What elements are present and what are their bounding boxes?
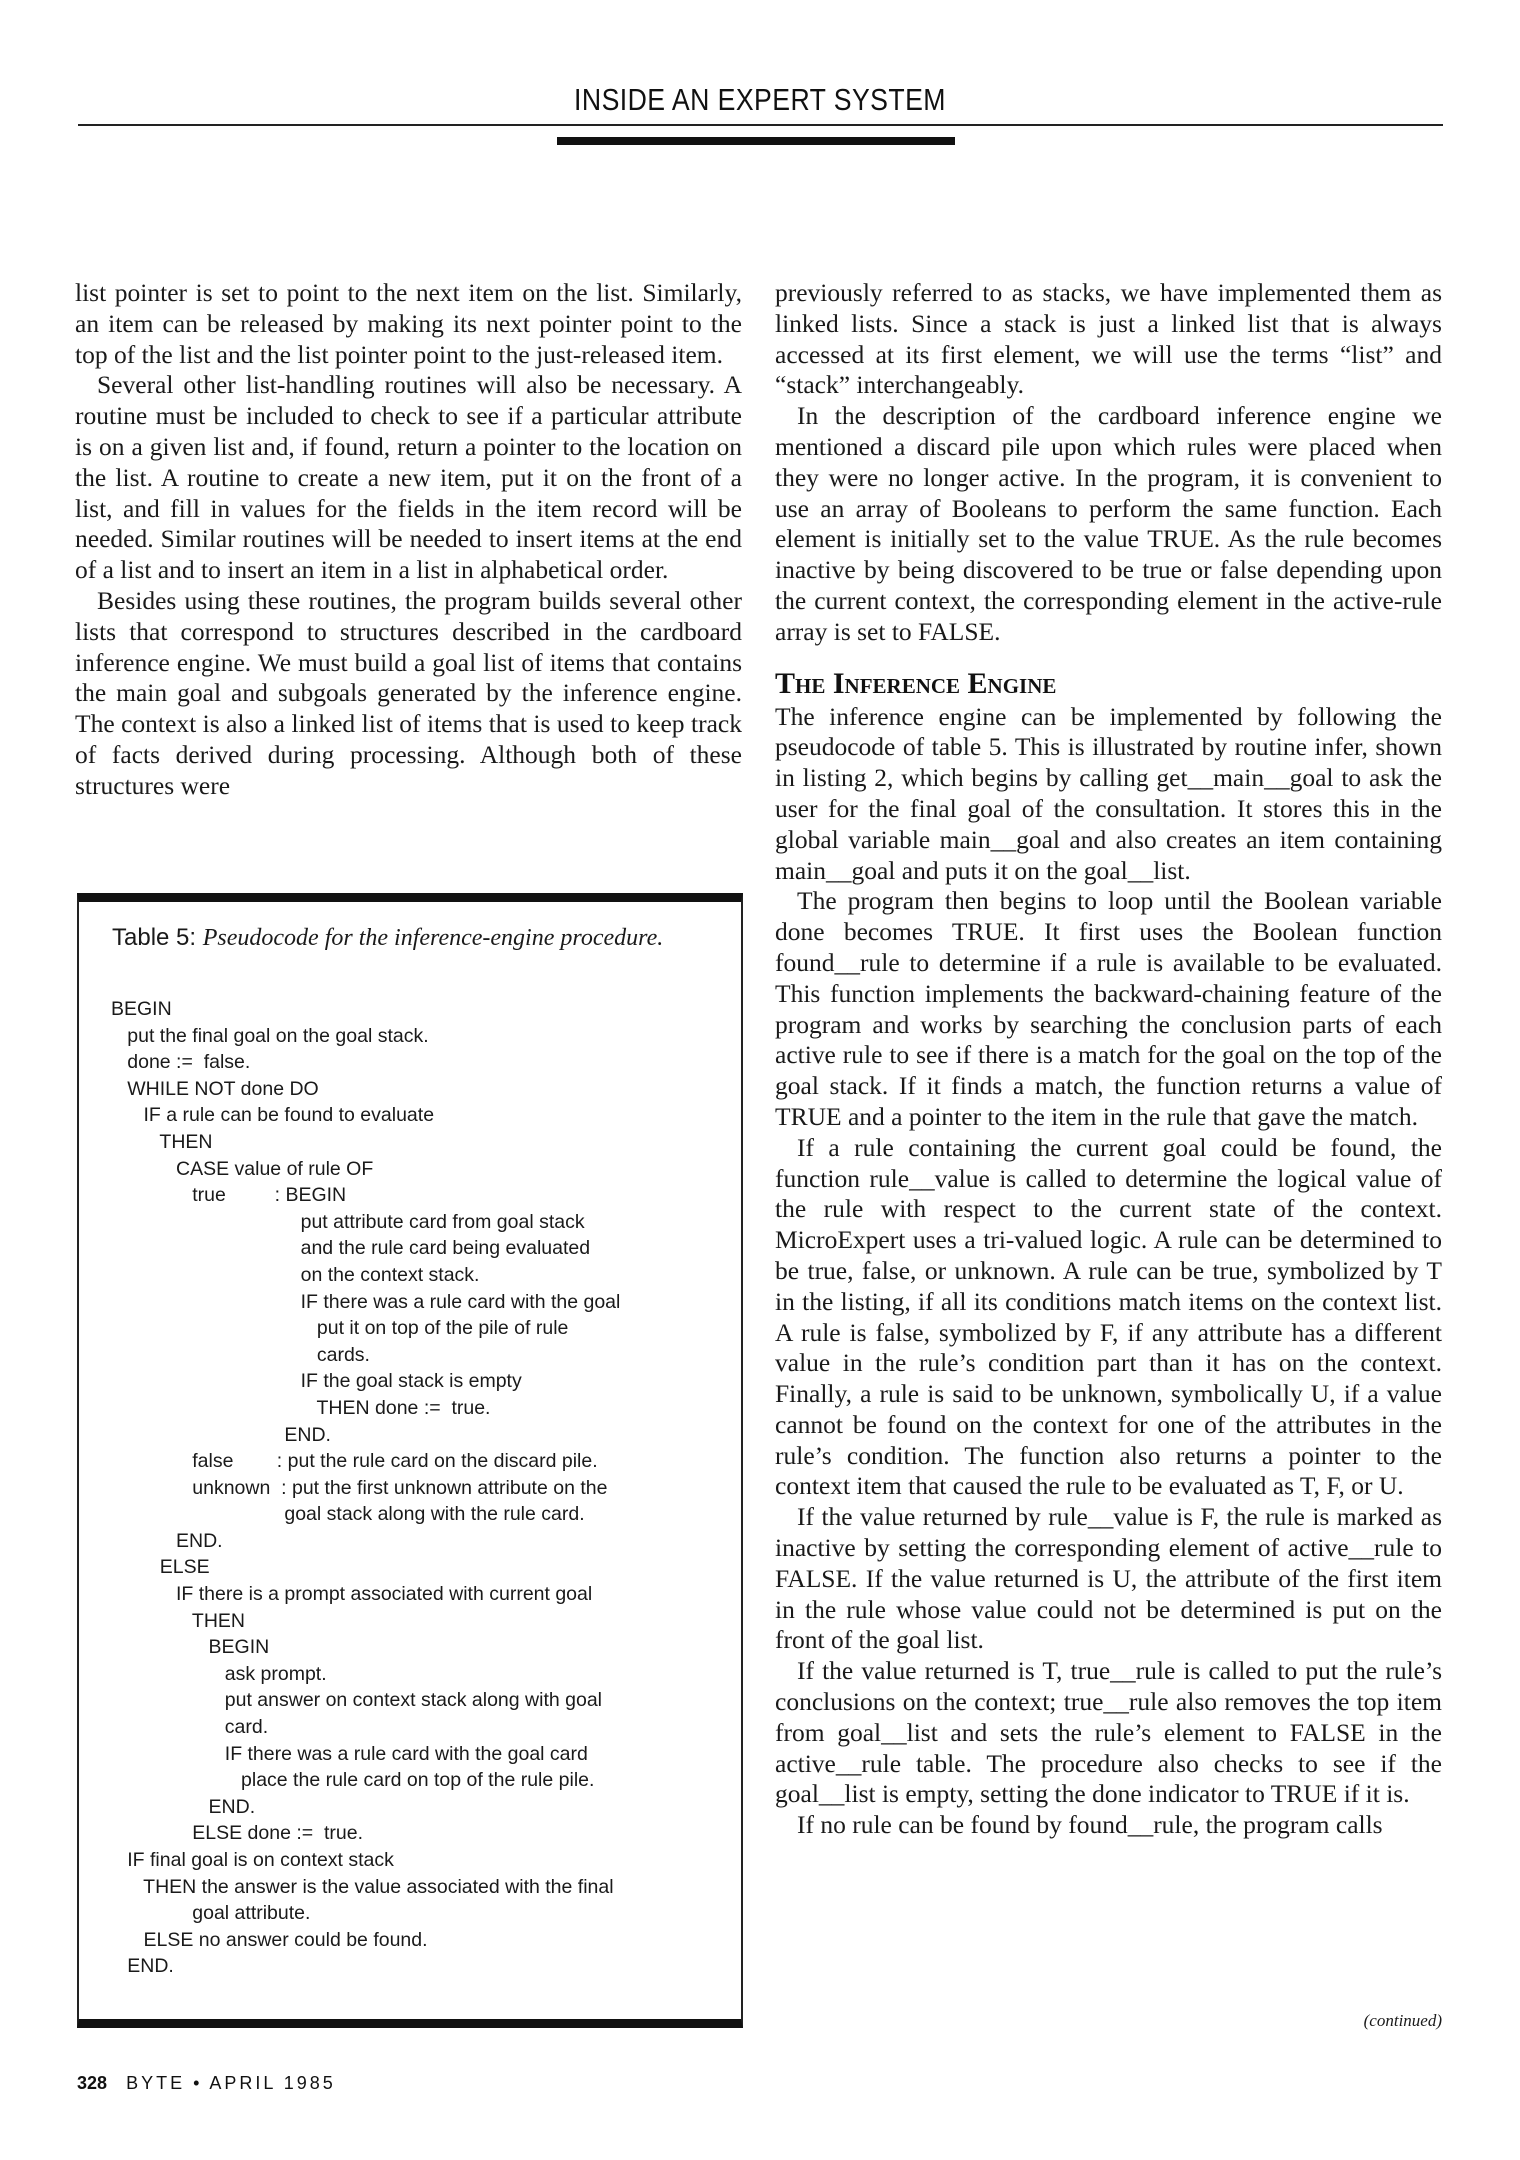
running-head-title: INSIDE AN EXPERT SYSTEM bbox=[574, 82, 946, 117]
code-line: IF the goal stack is empty bbox=[111, 1370, 522, 1393]
header-rule bbox=[78, 124, 1443, 126]
header-bar bbox=[557, 137, 955, 145]
code-line: unknown : put the first unknown attribute on the bbox=[111, 1476, 608, 1499]
code-line: IF there is a prompt associated with current goal bbox=[111, 1583, 593, 1606]
left-column bbox=[75, 278, 742, 802]
code-line: put it on top of the pile of rule bbox=[111, 1317, 569, 1340]
code-line: IF there was a rule card with the goal card bbox=[111, 1742, 588, 1765]
code-line: CASE value of rule OF bbox=[111, 1157, 374, 1180]
table-label: Table 5: bbox=[112, 924, 197, 951]
body-paragraph: If the value returned is T, true__rule is called to put the rule’s conclusions on the context; true__rule also removes the top item from goal__list and sets the rule’s element to FALSE in the active__rule table. The procedure also checks to see if the goal__list is empty, setting the done indicator to TRUE if it is. bbox=[775, 1656, 1442, 1809]
code-line: END. bbox=[111, 1955, 174, 1978]
code-line: put attribute card from goal stack bbox=[111, 1210, 585, 1233]
code-line: and the rule card being evaluated bbox=[111, 1237, 591, 1260]
page-number: 328 bbox=[77, 2073, 108, 2093]
code-line: END. bbox=[111, 1423, 331, 1446]
code-line: END. bbox=[111, 1529, 223, 1552]
body-paragraph: The inference engine can be implemented by following the pseudocode of table 5. This is illustrated by routine infer, shown in listing 2, which begins by calling get__main__goal to ask the user for the final goal of the consultation. It stores this in the global variable main__goal and also creates an item containing main__goal and puts it on the goal__list. bbox=[775, 701, 1442, 885]
body-paragraph: The program then begins to loop until the Boolean variable done becomes TRUE. It first uses the Boolean function found__rule to determine if a rule is available to be evaluated. This function implements the backward-chaining feature of the program and works by searching the conclusion parts of each active rule to see if there is a match for the goal on the top of the goal stack. If it finds a match, the function returns a value of TRUE and a pointer to the item in the rule that gave the match. bbox=[775, 886, 1442, 1131]
code-line: goal stack along with the rule card. bbox=[111, 1503, 585, 1526]
page-footer bbox=[77, 2073, 336, 2094]
table-title: Pseudocode for the inference-engine procedure. bbox=[202, 925, 664, 951]
code-line: cards. bbox=[111, 1343, 370, 1366]
code-line: ask prompt. bbox=[111, 1662, 327, 1685]
continued-label: (continued) bbox=[1363, 2011, 1442, 2030]
code-line: IF a rule can be found to evaluate bbox=[111, 1104, 435, 1127]
table-caption bbox=[112, 924, 663, 952]
code-line: IF there was a rule card with the goal bbox=[111, 1290, 621, 1313]
body-paragraph: In the description of the cardboard inference engine we mentioned a discard pile upon which rules were placed when they were no longer active. In the program, it is convenient to use an array of Booleans to perform the same function. Each element is initially set to the value TRUE. As the rule becomes inactive by being discovered to be true or false depending upon the current context, the corresponding element in the active-rule array is set to FALSE. bbox=[775, 401, 1442, 646]
code-line: on the context stack. bbox=[111, 1263, 480, 1286]
code-line: THEN the answer is the value associated with the final bbox=[111, 1875, 614, 1898]
body-paragraph: If a rule containing the current goal could be found, the function rule__value is called to determine the logical value of the rule with respect to the current state of the context. MicroExpert uses a tri-valued logic. A rule can be determined to be true, false, or unknown. A rule can be true, symbolized by T in the listing, if all its conditions match items on the context list. A rule is false, symbolized by F, if any attribute has a different value in the rule’s condition part than it has on the context. Finally, a rule is said to be unknown, symbolically U, if a value cannot be found on the context for one of the attributes in the rule’s condition. The function also returns a pointer to the context item that caused the rule to be evaluated as T, F, or U. bbox=[775, 1132, 1442, 1501]
section-heading: The Inference Engine bbox=[775, 666, 1057, 700]
body-paragraph: Besides using these routines, the program builds several other lists that correspond to structures described in the cardboard inference engine. We must build a goal list of items that contains the main goal and subgoals generated by the inference engine. The context is also a linked list of items that is used to keep track of facts derived during processing. Although both of these structures were bbox=[75, 585, 742, 800]
code-line: place the rule card on top of the rule pile. bbox=[111, 1769, 595, 1792]
body-paragraph: If the value returned by rule__value is F, the rule is marked as inactive by setting the corresponding element of active__rule to FALSE. If the value returned is U, the attribute of the first item in the rule whose value could not be determined is put on the front of the goal list. bbox=[775, 1502, 1442, 1655]
pseudocode-block bbox=[111, 996, 620, 1980]
code-line: BEGIN bbox=[111, 1636, 270, 1659]
code-line: IF final goal is on context stack bbox=[111, 1849, 394, 1871]
code-line: THEN bbox=[111, 1130, 213, 1153]
code-line: true : BEGIN bbox=[111, 1184, 347, 1207]
table-5-box bbox=[77, 893, 743, 2028]
code-line: THEN bbox=[111, 1609, 245, 1632]
body-paragraph: previously referred to as stacks, we have implemented them as linked lists. Since a stack is just a linked list that is always accessed at its first element, we will use the terms “list” and “stack” interchangeably. bbox=[775, 278, 1442, 400]
body-paragraph: list pointer is set to point to the next item on the list. Similarly, an item can be released by making its next pointer point to the top of the list and the list pointer point to the just-released item. bbox=[75, 278, 742, 369]
code-line: BEGIN bbox=[111, 998, 172, 1020]
code-line: WHILE NOT done DO bbox=[111, 1077, 319, 1100]
code-line: ELSE no answer could be found. bbox=[111, 1928, 428, 1951]
body-paragraph: Several other list-handling routines will also be necessary. A routine must be included to check to see if a particular attribute is on a given list and, if found, return a pointer to the location on the list. A routine to create a new item, put it on the front of a list, and fill in values for the fields in the item record will be needed. Similar routines will be needed to insert items at the end of a list and to insert an item in a list in alphabetical order. bbox=[75, 370, 742, 585]
code-line: put answer on context stack along with goal bbox=[111, 1689, 602, 1712]
code-line: ELSE done := true. bbox=[111, 1822, 364, 1845]
right-column bbox=[775, 278, 1442, 1841]
code-line: done := false. bbox=[111, 1051, 251, 1074]
code-line: goal attribute. bbox=[111, 1902, 311, 1925]
magazine-issue: BYTE • APRIL 1985 bbox=[126, 2073, 336, 2093]
code-line: END. bbox=[111, 1795, 256, 1818]
body-paragraph: If no rule can be found by found__rule, the program calls bbox=[797, 1810, 1383, 1840]
code-line: ELSE bbox=[111, 1556, 210, 1579]
code-line: put the final goal on the goal stack. bbox=[111, 1024, 429, 1047]
code-line: card. bbox=[111, 1716, 269, 1739]
code-line: false : put the rule card on the discard pile. bbox=[111, 1450, 598, 1473]
code-line: THEN done := true. bbox=[111, 1396, 491, 1419]
